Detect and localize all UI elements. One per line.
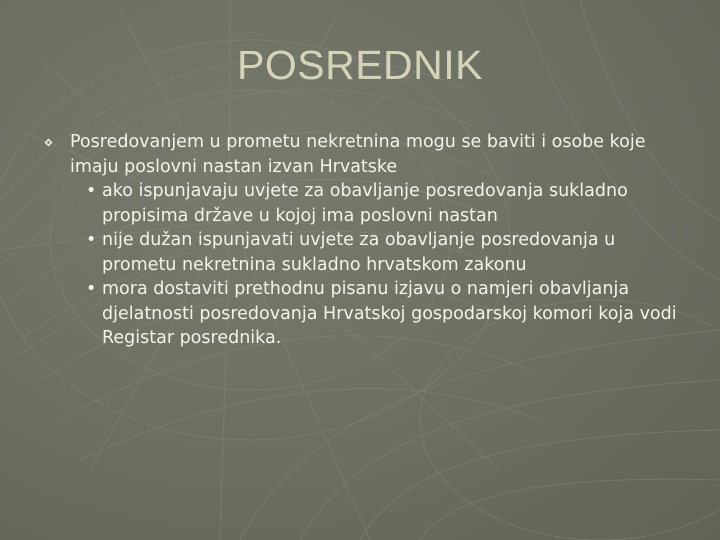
diamond-bullet-icon [44,138,53,147]
sub-bullet-text: nije dužan ispunjavati uvjete za obavljanje posredovanja u prometu nekretnina sukladno hrvatskom zakonu [102,230,616,275]
sub-bullet-dot: • [86,230,97,250]
main-bullet-text: Posredovanjem u prometu nekretnina mogu se baviti i osobe koje imaju poslovni nastan izvan Hrvatske [70,132,646,177]
main-bullet-item [44,130,694,179]
slide-content [44,130,694,351]
sub-bullet-list [44,179,694,351]
sub-bullet-item [44,277,694,351]
sub-bullet-item [44,179,694,228]
sub-bullet-text: mora dostaviti prethodnu pisanu izjavu o namjeri obavljanja djelatnosti posredovanja Hrvatskoj gospodarskoj komori koja vodi Registar posrednika. [102,279,677,348]
sub-bullet-text: ako ispunjavaju uvjete za obavljanje posredovanja sukladno propisima države u kojoj ima poslovni nastan [102,181,628,226]
sub-bullet-item [44,228,694,277]
sub-bullet-dot: • [86,279,97,299]
sub-bullet-dot: • [86,181,97,201]
slide-title: POSREDNIK [237,42,483,88]
